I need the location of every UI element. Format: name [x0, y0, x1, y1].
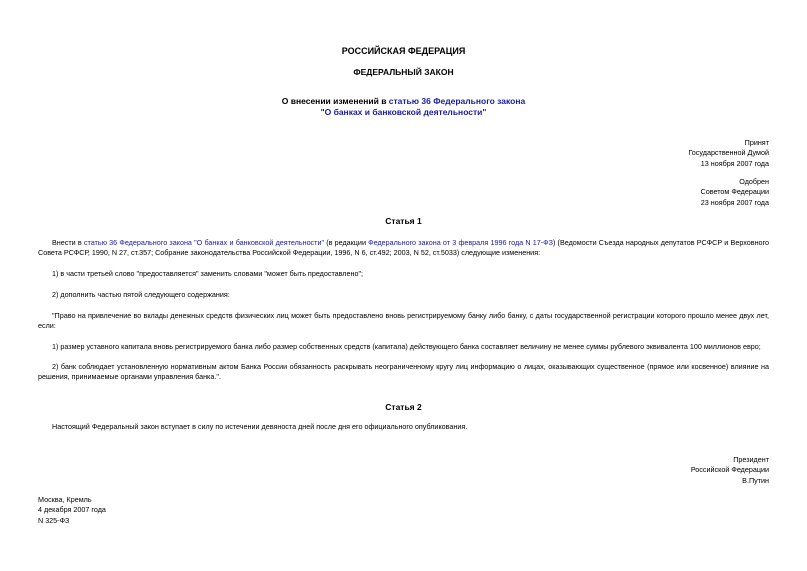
place-date-block [38, 495, 106, 526]
adopted-block [688, 138, 769, 169]
signature-line-1: Президент [733, 455, 769, 464]
adopted-line-1: Принят [744, 138, 769, 147]
federal-law-17fz-link[interactable]: Федерального закона от 3 февраля 1996 года N 17-ФЗ [368, 238, 553, 247]
article-1-paragraph-1 [38, 238, 769, 257]
article-1-paragraph-6: 2) банк соблюдает установленную нормативным актом Банка России обязанность раскрывать неограниченному кругу лиц информацию о лицах, оказывающих существенное (прямое или косвенное) влияние на решения, принимаемые органами управления банка.". [38, 362, 769, 381]
law-number-line: N 325-ФЗ [38, 515, 70, 525]
adopted-line-2: Государственной Думой [688, 148, 769, 158]
signature-block [691, 455, 769, 486]
article-1-p1-text-b: (в редакции [324, 238, 369, 247]
document-page [38, 0, 769, 571]
federation-heading: РОССИЙСКАЯ ФЕДЕРАЦИЯ [341, 46, 466, 56]
approved-line-1: Одобрен [739, 177, 769, 186]
article-1-paragraph-3: 2) дополнить частью пятой следующего содержания: [52, 290, 230, 299]
article-1-paragraph-4: "Право на привлечение во вклады денежных средств физических лиц может быть предоставлено вновь регистрируемому банку либо банку, с даты государственной регистрации которого прошло менее двух лет, если: [38, 311, 769, 330]
article-2-paragraph-1: Настоящий Федеральный закон вступает в силу по истечении девяноста дней после дня его официального опубликования. [52, 422, 468, 431]
article-1-heading: Статья 1 [385, 216, 422, 226]
approved-line-3: 23 ноября 2007 года [700, 197, 769, 207]
article-2-heading: Статья 2 [385, 402, 422, 412]
law-type-heading: ФЕДЕРАЛЬНЫЙ ЗАКОН [353, 67, 454, 77]
article-36-link[interactable]: статью 36 Федерального закона "О банках и банковской деятельности" [83, 238, 325, 247]
law-title-link[interactable]: статью 36 Федерального закона [388, 96, 526, 106]
article-1-paragraph-2: 1) в части третьей слово "предоставляется" заменить словами "может быть предоставлено"; [52, 269, 364, 278]
article-1-p1-text-c: ) (Ведомости Съезда народных депутатов РСФСР и Верховного Совета РСФСР, 1990, N 27, ст.357; Собрание законодательства Российской Федерации, 1996, N 6, ст.492; 2003, N 52, ст.5033) следующие изменения: [38, 238, 769, 257]
law-title-prefix: О внесении изменений в [281, 96, 389, 106]
law-title-link-2[interactable]: "О банках и банковской деятельности" [320, 107, 487, 118]
adopted-line-3: 13 ноября 2007 года [700, 158, 769, 168]
article-1-p1-text-a: Внести в [52, 238, 84, 247]
approved-block [701, 177, 769, 208]
article-1-paragraph-5: 1) размер уставного капитала вновь регистрируемого банка либо размер собственных средств (капитала) действующего банка составляет величину не менее суммы рублевого эквивалента 100 миллионов евро; [52, 342, 761, 351]
approved-line-2: Советом Федерации [700, 187, 769, 197]
date-line: 4 декабря 2007 года [38, 505, 106, 515]
signature-line-3: В.Путин [742, 475, 769, 485]
signature-line-2: Российской Федерации [690, 465, 769, 475]
law-title [38, 96, 769, 119]
place-line: Москва, Кремль [38, 495, 92, 504]
